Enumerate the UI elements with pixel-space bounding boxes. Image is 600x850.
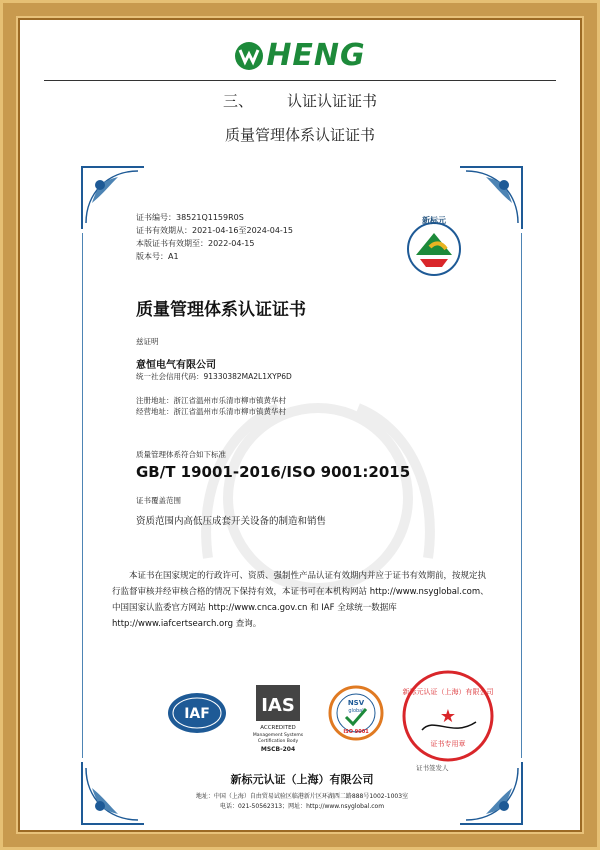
scope: 资质范围内高低压成套开关设备的制造和销售: [136, 516, 327, 527]
certificate-title: 质量管理体系认证证书: [136, 300, 306, 320]
header-rule: [44, 80, 556, 81]
nsv-text: NSV: [347, 699, 365, 707]
validity-period: 证书有效期从：2021-04-16至2024-04-15: [136, 226, 293, 235]
ias-sub3: Certification Body: [257, 739, 299, 744]
validity-notice: 本证书在国家规定的行政许可、资质、强制性产品认证有效期内并应于证书有效期前，按规定执行监督审核并经审核合格的情况下保持有效，本证书可在本机构网站 http://www.nsyglobal.com、中国国家认监委官方网站 http://www.cnca.gov.cn 和 IAF 全球统一数据库 http://www.iafcertsearch.org 查询。: [112, 571, 489, 629]
nsv-logo: [328, 685, 384, 741]
seal-star-icon: ★: [439, 706, 457, 727]
seal-company-text: 新标元认证（上海）有限公司: [402, 688, 494, 696]
page-subtitle: 质量管理体系认证证书: [224, 126, 375, 144]
issuer-name: 新标元认证（上海）有限公司: [230, 773, 374, 786]
version-validity: 本版证书有效期至：2022-04-15: [136, 239, 255, 248]
section-heading: [18, 90, 582, 111]
nsv-global: global: [348, 708, 364, 714]
ias-text: IAS: [261, 695, 295, 716]
standard: GB/T 19001-2016/ISO 9001:2015: [136, 463, 411, 481]
iaf-logo: [166, 691, 228, 735]
ias-accredited: ACCREDITED: [260, 725, 296, 731]
issuer-signature-label: 证书签发人: [416, 764, 449, 772]
certificate-number: 证书编号：38521Q1159R0S: [136, 213, 244, 222]
ias-logo: [250, 685, 306, 755]
issuer-contact: 电话：021-50562313；网址：http://www.nsyglobal.com: [219, 803, 385, 810]
seal-bottom-text: 证书专用章: [430, 740, 466, 748]
nsv-iso: ISO 9001: [343, 729, 369, 735]
badge-label: 新标元: [422, 216, 446, 225]
certificate: [78, 163, 526, 828]
logo-mark-icon: [234, 41, 264, 71]
border-line-right: [518, 233, 522, 758]
company-seal: [400, 668, 496, 764]
company-name: 意恒电气有限公司: [136, 360, 216, 371]
section-number: 三、: [222, 92, 253, 110]
standard-label: 质量管理体系符合如下标准: [136, 450, 226, 459]
ias-code: MSCB-204: [260, 746, 296, 753]
ias-sub2: Management Systems: [252, 733, 304, 738]
section-title: 认证认证证书: [287, 92, 378, 110]
company-logo: [18, 38, 582, 73]
logo-text: HENG: [266, 38, 366, 73]
border-line-left: [82, 233, 86, 758]
business-address: 经营地址：浙江省温州市乐清市柳市镇黄华村: [136, 407, 286, 416]
certify-label: 兹证明: [136, 337, 159, 346]
certificate-meta: [136, 211, 293, 263]
registered-address: 注册地址：浙江省温州市乐清市柳市镇黄华村: [136, 396, 286, 405]
credit-code: 统一社会信用代码：91330382MA2L1XYP6D: [136, 372, 292, 381]
version-number: 版本号：A1: [136, 252, 179, 261]
issuer-address: 地址：中国（上海）自由贸易试验区临港新片区环湖西二路888号1002-1003室: [195, 793, 409, 800]
iaf-text: IAF: [184, 706, 210, 722]
scope-label: 证书覆盖范围: [136, 496, 181, 505]
page: [18, 18, 582, 832]
